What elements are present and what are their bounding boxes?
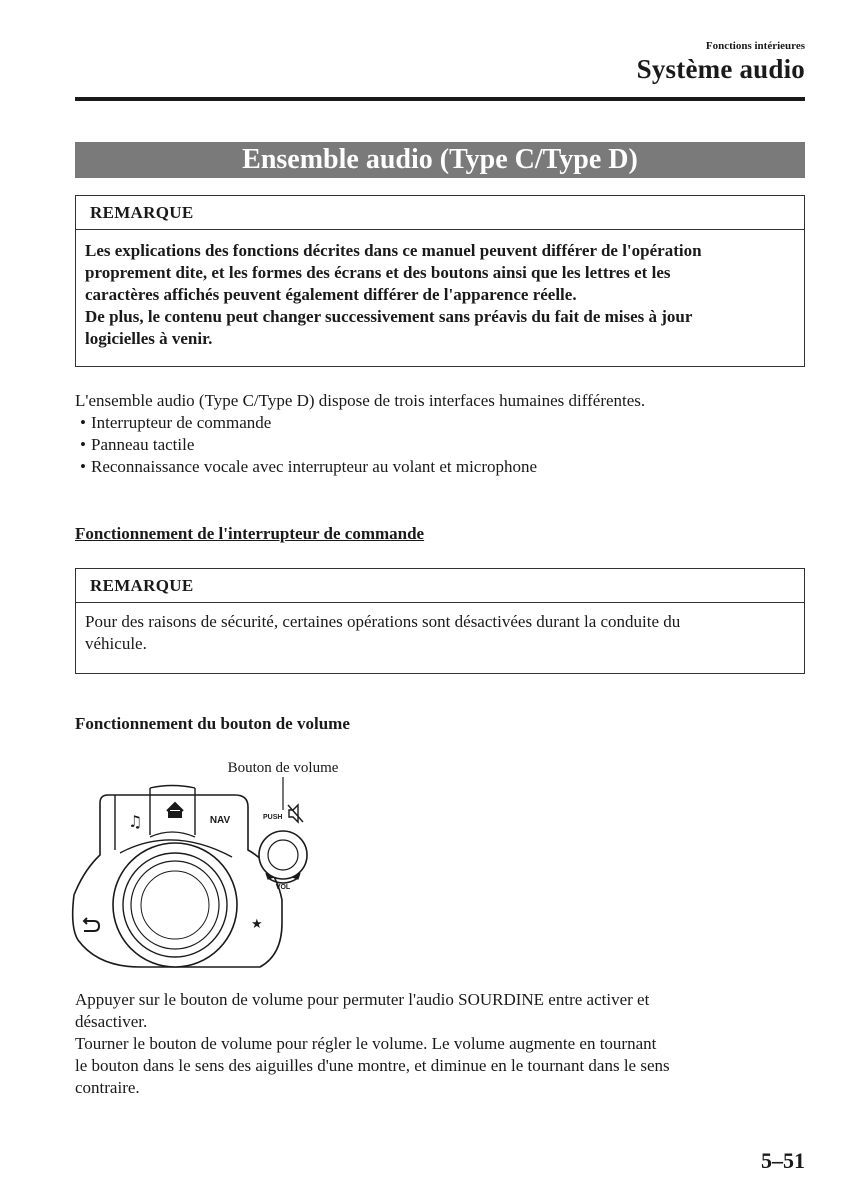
list-item [75,434,795,456]
chapter-title: Système audio [636,54,805,84]
volume-knob-inner [268,840,298,870]
button-top-edge [150,786,195,789]
note-line: De plus, le contenu peut changer successivement sans préavis du fait de mises à jour [85,307,693,326]
body-paragraph [75,989,795,1099]
push-label: PUSH [263,814,283,821]
section-label: Fonctions intérieures [705,40,805,52]
page-title: Ensemble audio (Type C/Type D) [75,142,805,178]
list-item [75,456,795,478]
subheading-commander: Fonctionnement de l'interrupteur de commande [75,524,425,543]
subheading-volume: Fonctionnement du bouton de volume [75,714,350,733]
list-item-text: Interrupteur de commande [91,413,272,432]
body-line: contraire. [75,1078,140,1097]
knob-center [141,871,209,939]
bullet-icon: • [80,457,86,476]
bullet-icon: • [80,435,86,454]
note-line: caractères affichés peuvent également différer de l'apparence réelle. [85,285,577,304]
note-heading: REMARQUE [76,196,804,230]
body-line: Appuyer sur le bouton de volume pour permuter l'audio SOURDINE entre activer et [75,990,650,1009]
note-line: Les explications des fonctions décrites dans ce manuel peuvent différer de l'opération [85,241,702,260]
nav-button[interactable] [210,815,231,826]
callout-label: Bouton de volume [227,760,339,776]
body-line: le bouton dans le sens des aiguilles d'une montre, et diminue en le tournant dans le sens [75,1056,670,1075]
music-button[interactable] [128,812,142,831]
mute-icon [288,805,303,822]
list-item-text: Panneau tactile [91,435,195,454]
note-body [76,230,804,359]
intro-text: L'ensemble audio (Type C/Type D) dispose de trois interfaces humaines différentes. [75,391,646,410]
body-line: désactiver. [75,1012,148,1031]
page-number: 5–51 [761,1148,805,1173]
intro-paragraph [75,390,795,478]
note-line: Pour des raisons de sécurité, certaines opérations sont désactivées durant la conduite du [85,612,681,631]
bullet-icon: • [80,413,86,432]
body-line: Tourner le bouton de volume pour régler le volume. Le volume augmente en tournant [75,1034,657,1053]
list-item [75,412,795,434]
note-line: logicielles à venir. [85,329,213,348]
vol-label: VOL [275,884,291,891]
list-item-text: Reconnaissance vocale avec interrupteur au volant et microphone [91,457,538,476]
star-icon: ★ [251,917,263,932]
commander-diagram [70,755,370,980]
music-note-icon: ♫ [128,812,143,831]
note-box [75,568,805,674]
rotary-knob[interactable] [113,843,237,967]
note-line: véhicule. [85,634,147,653]
note-heading: REMARQUE [76,569,804,603]
note-box [75,195,805,367]
favorites-button[interactable] [251,917,263,932]
note-line: proprement dite, et les formes des écrans et des boutons ainsi que les lettres et les [85,263,671,282]
nav-label: NAV [209,815,231,826]
header-rule [75,97,805,101]
note-body [76,603,804,664]
